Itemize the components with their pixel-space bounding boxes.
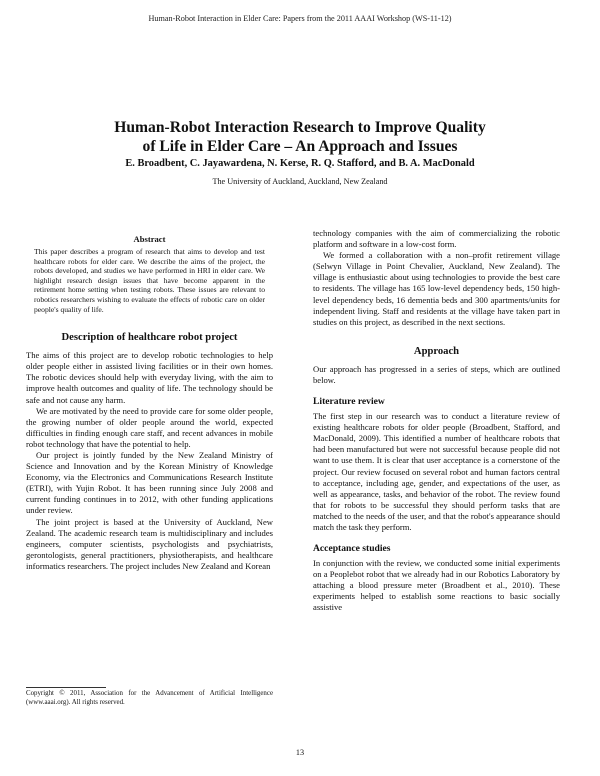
left-column bbox=[26, 228, 273, 572]
section-heading-approach: Approach bbox=[413, 345, 460, 357]
running-header: Human-Robot Interaction in Elder Care: Papers from the 2011 AAAI Workshop (WS-11-12) bbox=[148, 14, 452, 23]
paragraph: The first step in our research was to conduct a literature review of existing healthcare robots for older people (Broadbent, Stafford, and MacDonald, 2009). This identified a number of healthcare robots that had been manufactured but were not successful because people did not want to use them. It is clear that user acceptance is a cornerstone of the project. Our review focused on several robot and human factors central to acceptance, including age, gender, and expectations of the user, as well as appearance, tasks, and behavior of the robot. The review found that for robots to be successful they should perform tasks that are matched to the needs of the user, and that the robot's appearance should match the task they perform. bbox=[313, 411, 560, 532]
title-line-2: of Life in Elder Care – An Approach and Issues bbox=[142, 138, 458, 155]
paragraph: In conjunction with the review, we conducted some initial experiments on a Peoplebot robot that we already had in our Robotics Laboratory by attaching a blood pressure meter (Broadbent et al., 2010). These experiments helped to establish some reactions to basic socially assistive bbox=[313, 558, 560, 613]
abstract-heading: Abstract bbox=[133, 234, 166, 244]
paper-title bbox=[40, 118, 560, 156]
paragraph: We formed a collaboration with a non–profit retirement village (Selwyn Village in Point Chevalier, Auckland, New Zealand). The village is enthusiastic about using technologies to provide the best care to residents. The village has 165 low-level dependency beds, 150 high-level dependency beds, 16 dementia beds and 300 apartments/units for independent living. Staff and residents at the village have taken part in studies on this project, as described in the next sections. bbox=[313, 250, 560, 327]
title-line-1: Human-Robot Interaction Research to Improve Quality bbox=[114, 119, 486, 136]
paragraph: Our approach has progressed in a series of steps, which are outlined below. bbox=[313, 363, 560, 385]
paragraph: Our project is jointly funded by the New Zealand Ministry of Science and Innovation and by the Korean Ministry of Knowledge Economy, via the Electronics and Communications Research Institute (ETRI), with Yujin Robot. It has been running since July 2008 and current funding continues in to 2012, with other funding applications under review. bbox=[26, 450, 273, 516]
subheading-literature-review: Literature review bbox=[313, 396, 385, 408]
paragraph: The joint project is based at the University of Auckland, New Zealand. The academic research team is multidisciplinary and includes engineers, computer scientists, psychologists and psychiatrists, gerontologists, general practitioners, physiotherapists, and healthcare informatics researchers. The project includes New Zealand and Korean bbox=[26, 516, 273, 571]
footnote-rule bbox=[26, 687, 106, 688]
right-column bbox=[313, 228, 560, 614]
affiliation: The University of Auckland, Auckland, New Zealand bbox=[212, 177, 388, 186]
page-number: 13 bbox=[295, 748, 305, 757]
copyright-footnote: Copyright © 2011, Association for the Advancement of Artificial Intelligence (www.aaai.org). All rights reserved. bbox=[26, 690, 273, 706]
paragraph: The aims of this project are to develop robotic technologies to help older people either in assisted living facilities or in their own homes. The robotic devices should help with everyday living, with the aim to improve health outcomes and quality of life. The technology should be safe and not cause any harm. bbox=[26, 350, 273, 405]
abstract-text: This paper describes a program of research that aims to develop and test healthcare robots for elder care. We describe the aims of the project, the robots developed, and studies we have performed in HRI in elder care. We highlight research design issues that have become apparent in the retirement home setting when testing robots. These issues are relevant to robotics researchers wishing to evaluate the effects of robotic care on older people's quality of life. bbox=[34, 247, 265, 314]
section-heading-description: Description of healthcare robot project bbox=[61, 332, 238, 344]
paragraph: We are motivated by the need to provide care for some older people, the growing number of older people around the world, expected difficulties in finding enough care staff, and recent advances in mobile robot technology that have the potential to help. bbox=[26, 405, 273, 449]
authors: E. Broadbent, C. Jayawardena, N. Kerse, R. Q. Stafford, and B. A. MacDonald bbox=[125, 158, 475, 169]
paragraph: technology companies with the aim of commercializing the robotic platform and software in a low-cost form. bbox=[313, 228, 560, 250]
subheading-acceptance-studies: Acceptance studies bbox=[313, 543, 391, 555]
